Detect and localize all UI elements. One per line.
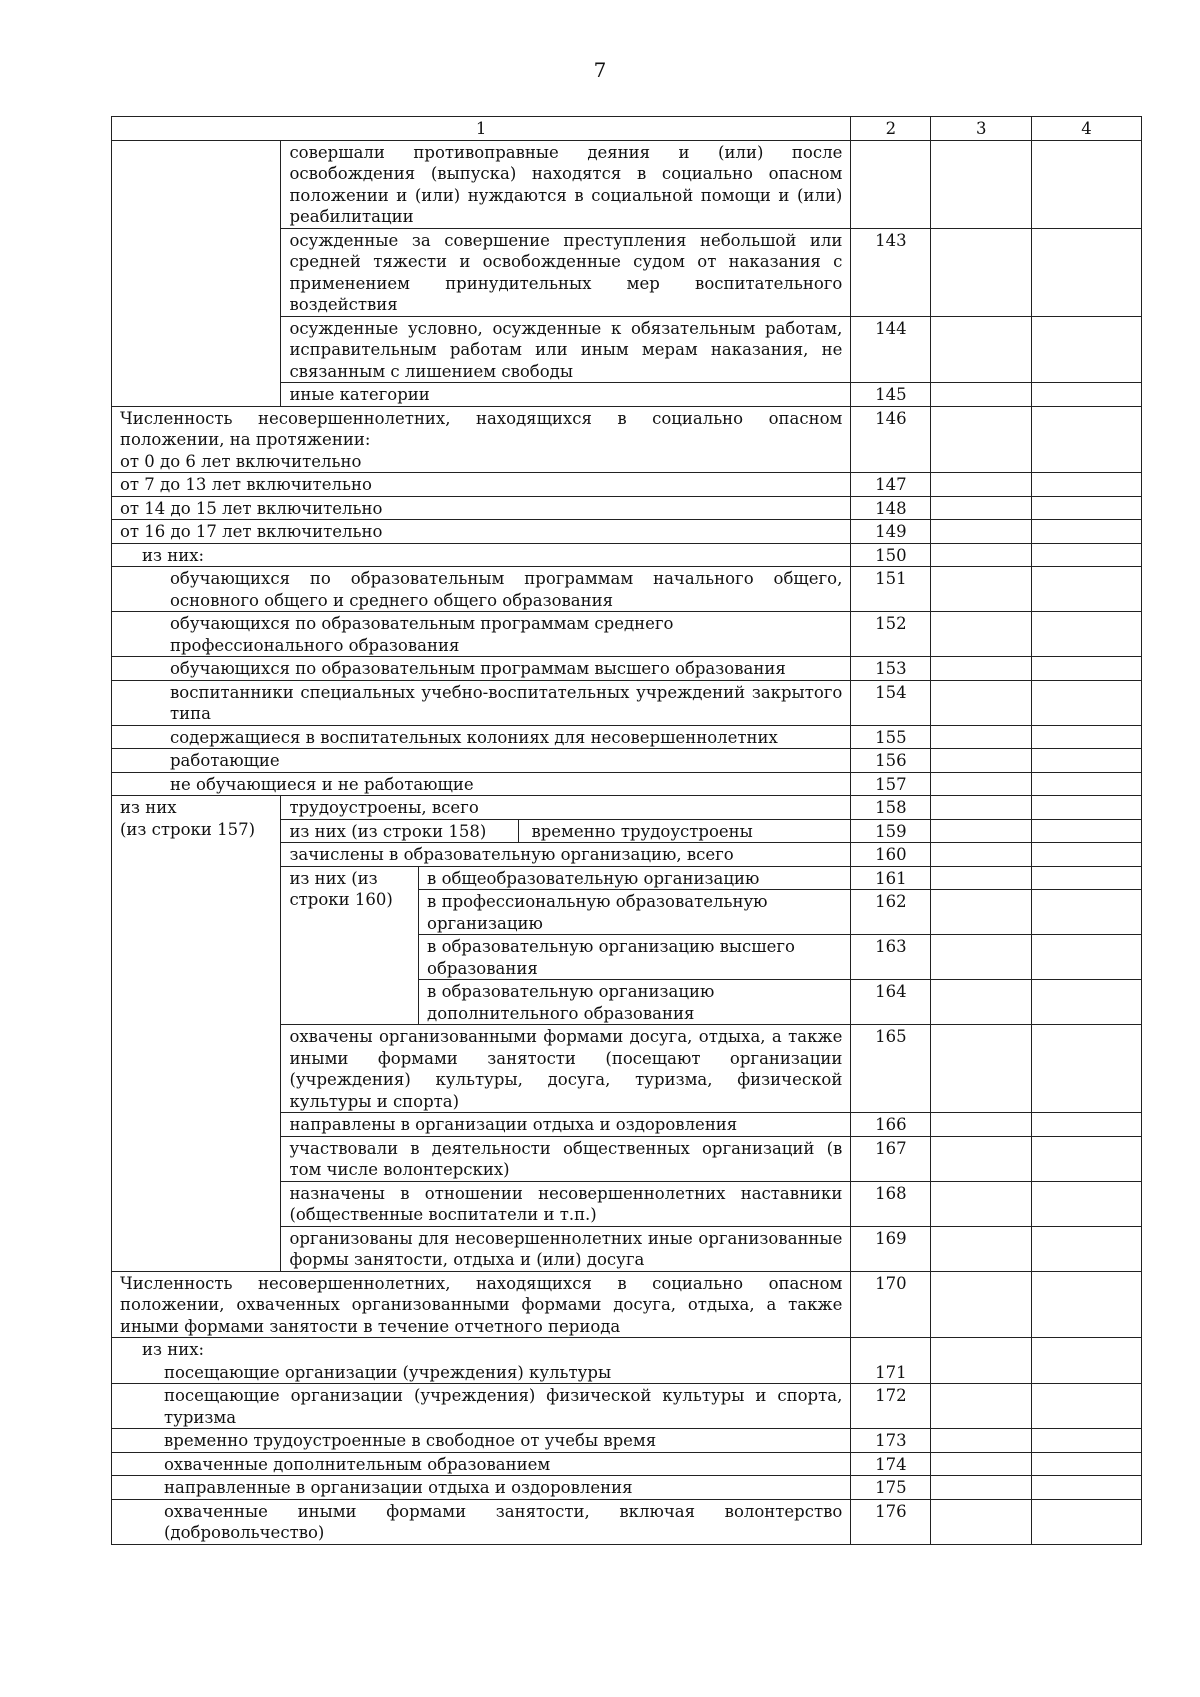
table-row bbox=[112, 1338, 1142, 1361]
table-row bbox=[112, 1429, 1142, 1453]
row-label: воспитанники специальных учебно-воспитательных учреждений закрытого типа bbox=[112, 680, 851, 725]
row-label: направлены в организации отдыха и оздоровления bbox=[281, 1113, 851, 1137]
row-code: 163 bbox=[851, 935, 931, 980]
page-number: 7 bbox=[593, 58, 607, 82]
row-label: охваченные иными формами занятости, включая волонтерство (добровольчество) bbox=[112, 1499, 851, 1544]
row-code: 170 bbox=[851, 1271, 931, 1338]
row-code: 160 bbox=[851, 843, 931, 867]
row-code: 145 bbox=[851, 383, 931, 407]
table-row bbox=[112, 1271, 1142, 1338]
table-row bbox=[112, 406, 1142, 473]
row-code: 153 bbox=[851, 657, 931, 681]
row-code: 151 bbox=[851, 567, 931, 612]
row-label: осужденные за совершение преступления небольшой или средней тяжести и освобожденные судом от наказания с применением принудительных мер воспитательного воздействия bbox=[281, 228, 851, 316]
subgroup-label-160: из них (из строки 160) bbox=[281, 866, 419, 1025]
row-label: из них: bbox=[112, 1338, 851, 1361]
row-label: от 7 до 13 лет включительно bbox=[112, 473, 851, 497]
row-code: 165 bbox=[851, 1025, 931, 1113]
report-table bbox=[111, 116, 1142, 1545]
table-row bbox=[112, 1452, 1142, 1476]
row-label: организованы для несовершеннолетних иные организованные формы занятости, отдыха и (или) досуга bbox=[281, 1226, 851, 1271]
row-label: в профессиональную образовательную организацию bbox=[419, 890, 851, 935]
row-code: 146 bbox=[851, 406, 931, 473]
row-label: временно трудоустроенные в свободное от учебы время bbox=[112, 1429, 851, 1453]
row-code: 166 bbox=[851, 1113, 931, 1137]
row-label: из них: bbox=[112, 543, 851, 567]
header-col-1: 1 bbox=[112, 117, 851, 141]
row-label: от 14 до 15 лет включительно bbox=[112, 496, 851, 520]
row-label: охваченные дополнительным образованием bbox=[112, 1452, 851, 1476]
row-code: 155 bbox=[851, 725, 931, 749]
row-code: 158 bbox=[851, 796, 931, 820]
table-row bbox=[112, 772, 1142, 796]
row-label: направленные в организации отдыха и оздоровления bbox=[112, 1476, 851, 1500]
row-label: не обучающиеся и не работающие bbox=[112, 772, 851, 796]
table-row bbox=[112, 749, 1142, 773]
table-row bbox=[112, 680, 1142, 725]
row-code: 156 bbox=[851, 749, 931, 773]
row-code: 161 bbox=[851, 866, 931, 890]
table-row bbox=[112, 496, 1142, 520]
table-row bbox=[112, 657, 1142, 681]
row-code: 147 bbox=[851, 473, 931, 497]
row-label: совершали противоправные деяния и (или) после освобождения (выпуска) находятся в социально опасном положении и (или) нуждаются в социальной помощи и (или) реабилитации bbox=[281, 140, 851, 228]
row-label: содержащиеся в воспитательных колониях для несовершеннолетних bbox=[112, 725, 851, 749]
row-label: в образовательную организацию высшего образования bbox=[419, 935, 851, 980]
row-code: 176 bbox=[851, 1499, 931, 1544]
row-label: обучающихся по образовательным программам среднего профессионального образования bbox=[112, 612, 851, 657]
row-code: 159 bbox=[851, 819, 931, 843]
row-label: в общеобразовательную организацию bbox=[419, 866, 851, 890]
row-code: 169 bbox=[851, 1226, 931, 1271]
row-code: 171 bbox=[851, 1361, 931, 1384]
row-label: охвачены организованными формами досуга, отдыха, а также иными формами занятости (посещают организации (учреждения) культуры, досуга, туризма, физической культуры и спорта) bbox=[281, 1025, 851, 1113]
table-row bbox=[112, 140, 1142, 228]
row-code: 148 bbox=[851, 496, 931, 520]
blank-group-cell bbox=[112, 140, 281, 406]
row-label: обучающихся по образовательным программам начального общего, основного общего и среднего общего образования bbox=[112, 567, 851, 612]
row-label: трудоустроены, всего bbox=[281, 796, 851, 820]
row-code: 168 bbox=[851, 1181, 931, 1226]
header-col-3: 3 bbox=[931, 117, 1032, 141]
table-row bbox=[112, 567, 1142, 612]
row-label: в образовательную организацию дополнительного образования bbox=[419, 980, 851, 1025]
row-code: 172 bbox=[851, 1384, 931, 1429]
row-code: 150 bbox=[851, 543, 931, 567]
row-label: зачислены в образовательную организацию, всего bbox=[281, 843, 851, 867]
table-row bbox=[112, 1384, 1142, 1429]
table-row bbox=[112, 473, 1142, 497]
header-col-4: 4 bbox=[1032, 117, 1142, 141]
table-row bbox=[112, 1476, 1142, 1500]
row-label: назначены в отношении несовершеннолетних наставники (общественные воспитатели и т.п.) bbox=[281, 1181, 851, 1226]
subgroup-label-158: из них (из строки 158) bbox=[281, 820, 519, 843]
row-label: посещающие организации (учреждения) физической культуры и спорта, туризма bbox=[112, 1384, 851, 1429]
row-label: работающие bbox=[112, 749, 851, 773]
table-row bbox=[112, 1361, 1142, 1384]
row-label: осужденные условно, осужденные к обязательным работам, исправительным работам или иным мерам наказания, не связанным с лишением свободы bbox=[281, 316, 851, 383]
header-row bbox=[112, 117, 1142, 141]
table-row bbox=[112, 612, 1142, 657]
table-row bbox=[112, 1499, 1142, 1544]
row-code: 152 bbox=[851, 612, 931, 657]
row-code: 173 bbox=[851, 1429, 931, 1453]
table-row bbox=[112, 520, 1142, 544]
row-code: 143 bbox=[851, 228, 931, 316]
row-label: временно трудоустроены bbox=[531, 821, 753, 841]
row-label: иные категории bbox=[281, 383, 851, 407]
row-code: 144 bbox=[851, 316, 931, 383]
row-code: 175 bbox=[851, 1476, 931, 1500]
row-code: 149 bbox=[851, 520, 931, 544]
row-label: посещающие организации (учреждения) культуры bbox=[112, 1361, 851, 1384]
row-label: от 16 до 17 лет включительно bbox=[112, 520, 851, 544]
row-code: 162 bbox=[851, 890, 931, 935]
row-code: 154 bbox=[851, 680, 931, 725]
row-code: 167 bbox=[851, 1136, 931, 1181]
row-code: 164 bbox=[851, 980, 931, 1025]
row-label: Численность несовершеннолетних, находящихся в социально опасном положении, на протяжении: от 0 до 6 лет включительно bbox=[112, 406, 851, 473]
row-label: участвовали в деятельности общественных организаций (в том числе волонтерских) bbox=[281, 1136, 851, 1181]
table-row bbox=[112, 543, 1142, 567]
table-row bbox=[112, 725, 1142, 749]
row-code: 157 bbox=[851, 772, 931, 796]
table-row bbox=[112, 796, 1142, 820]
group-label-157: из них (из строки 157) bbox=[112, 796, 281, 1272]
row-label: обучающихся по образовательным программам высшего образования bbox=[112, 657, 851, 681]
header-col-2: 2 bbox=[851, 117, 931, 141]
row-label: Численность несовершеннолетних, находящихся в социально опасном положении, охваченных организованными формами досуга, отдыха, а также иными формами занятости в течение отчетного периода bbox=[112, 1271, 851, 1338]
row-code: 174 bbox=[851, 1452, 931, 1476]
